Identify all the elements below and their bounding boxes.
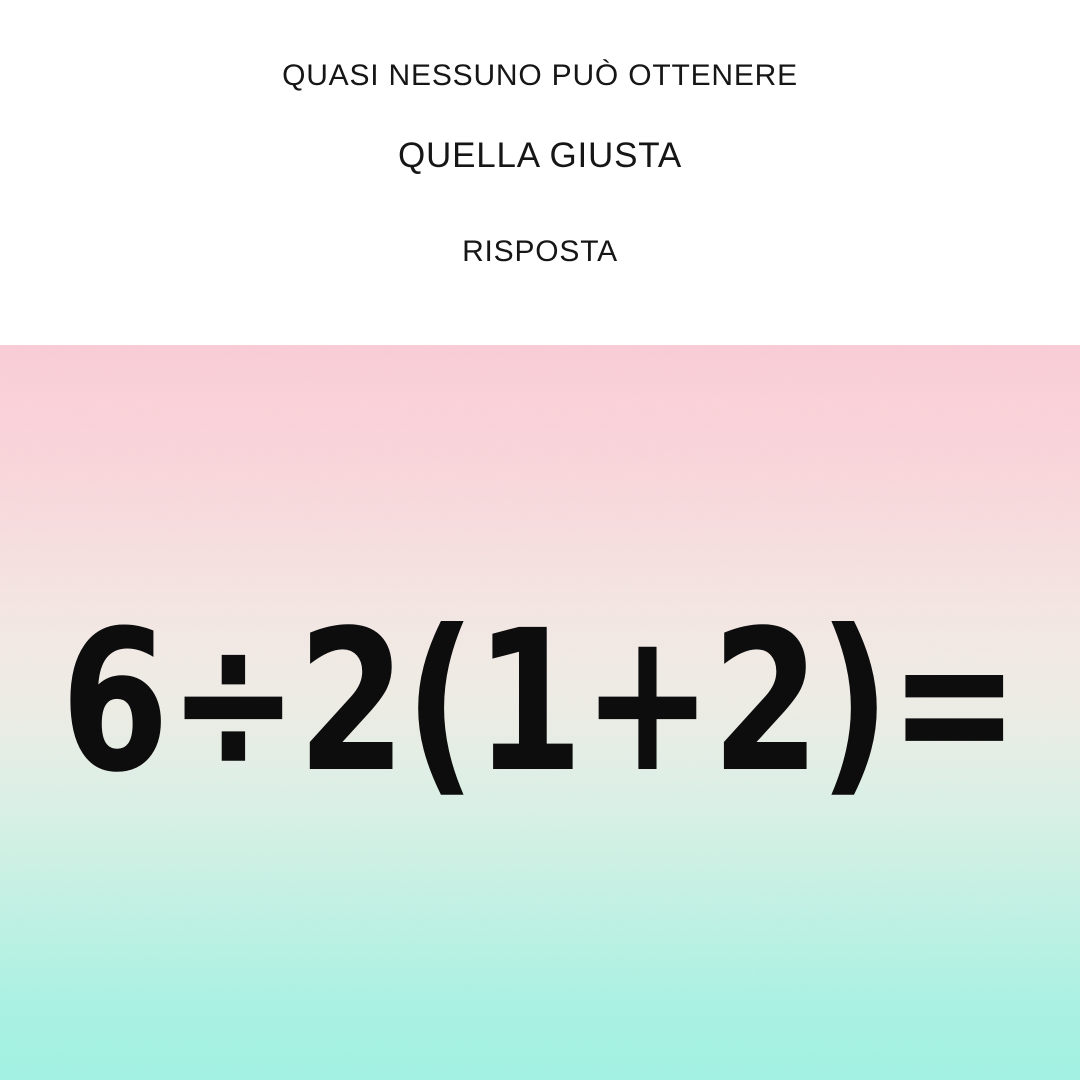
header-band bbox=[0, 0, 1080, 345]
gradient-background bbox=[0, 345, 1080, 1080]
math-expression: 6÷2(1+2)= bbox=[61, 588, 1019, 815]
headline-line-2: QUELLA GIUSTA bbox=[397, 136, 682, 175]
headline-line-1: QUASI NESSUNO PUÒ OTTENERE bbox=[282, 59, 798, 92]
headline-line-3: RISPOSTA bbox=[462, 235, 618, 268]
